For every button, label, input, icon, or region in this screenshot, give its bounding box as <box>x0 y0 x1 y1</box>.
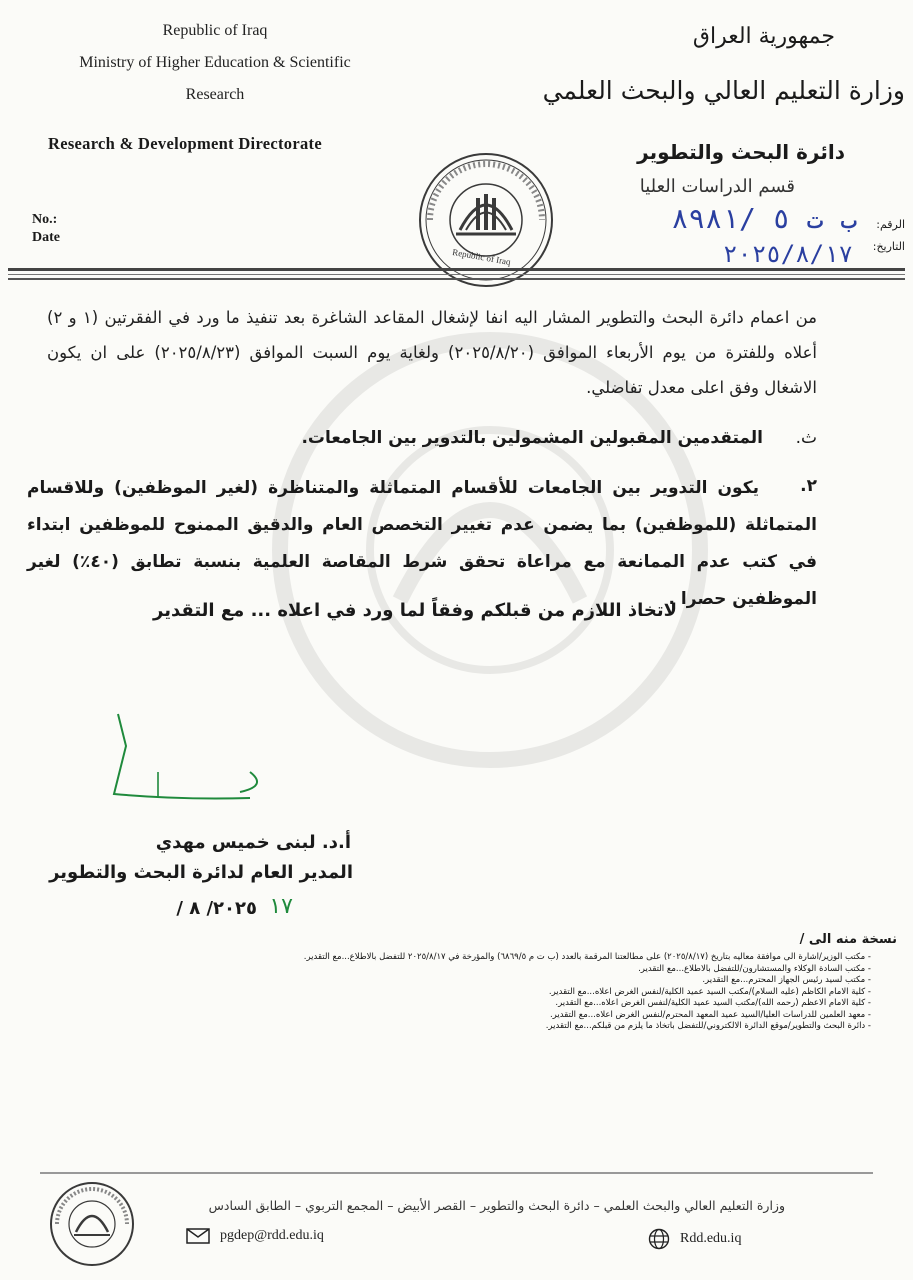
cc-heading: نسخة منه الى / <box>799 932 897 947</box>
header-rule-top <box>8 268 905 271</box>
header-ar-republic: جمهورية العراق <box>692 24 835 49</box>
header-ar-section: قسم الدراسات العليا <box>639 176 795 197</box>
header-english <box>40 22 390 104</box>
header-en-directorate: Research & Development Directorate <box>48 134 322 153</box>
footer-website-text[interactable]: Rdd.edu.iq <box>680 1231 742 1246</box>
cc-item: - كلية الامام الكاظم (عليه السلام)/مكتب السيد عميد الكلية/لنفس الغرض اعلاه...مع التقدير. <box>548 986 871 997</box>
globe-icon <box>648 1228 670 1250</box>
item-th-text: المتقدمين المقبولين المشمولين بالتدوير بين الجامعات. <box>301 428 763 448</box>
header-en-ministry: Ministry of Higher Education & Scientific <box>79 54 351 71</box>
closing-line: لاتخاذ اللازم من قبلكم وفقاً لما ورد في اعلاه ... مع التقدير <box>153 600 677 621</box>
header-en-no-label: No.: <box>32 212 58 227</box>
signatory-name: أ.د. لبنى خميس مهدي <box>155 832 351 853</box>
cc-item: - مكتب السادة الوكلاء والمستشارون/للتفضل بالاطلاع...مع التقدير. <box>638 963 871 974</box>
header-en-date-label: Date <box>32 230 60 245</box>
cc-item: - مكتب الوزير/اشارة الى موافقة معاليه بتاريخ (٢٠٢٥/٨/١٧) على مطالعتنا المرقمة بالعدد (ب ت م ٦٨٦٩/٥) والمؤرخة في ٢٠٢٥/٨/١٧ للتفضل بالاطلاع...مع التقدير. <box>303 952 871 962</box>
header-rule-mid <box>8 274 905 275</box>
header-en-research: Research <box>185 86 245 103</box>
footer-email-text[interactable]: pgdep@rdd.edu.iq <box>220 1228 324 1243</box>
footer-website[interactable] <box>648 1228 741 1250</box>
signatory-title: المدير العام لدائرة البحث والتطوير <box>49 862 353 883</box>
signature-handwritten <box>100 706 280 806</box>
item-2-mark: ٢. <box>800 476 817 496</box>
cc-list <box>31 952 871 1033</box>
header-rule-bottom <box>8 278 905 280</box>
signature-date-handwritten: ١٧ <box>269 894 293 919</box>
cc-item: - مكتب لسيد رئيس الجهاز المحترم...مع التقدير. <box>702 975 871 985</box>
footer-rule <box>40 1172 873 1174</box>
signature-date-printed: ٢٠٢٥/ ٨ / <box>176 898 257 919</box>
footer-seal <box>48 1180 136 1268</box>
handwritten-ref-number: ب ت ٥ /٨٩٨١ <box>671 202 857 235</box>
footer-address: وزارة التعليم العالي والبحث العلمي – دائرة البحث والتطوير – القصر الأبيض – المجمع التربوي – الطابق السادس <box>208 1198 785 1213</box>
header-en-republic: Republic of Iraq <box>162 22 268 39</box>
seal-caption: Republic of Iraq <box>451 246 512 268</box>
header-ar-date-label: التاريخ: <box>872 240 905 253</box>
handwritten-ref-date: ٢٠٢٥/٨/١٧ <box>722 240 853 268</box>
cc-item: - معهد العلمين للدراسات العليا/السيد عميد المعهد المحترم/لنفس الغرض اعلاه...مع التقدير. <box>549 1009 871 1020</box>
cc-item: - دائرة البحث والتطوير/موقع الدائرة الالكتروني/للتفضل باتخاذ ما يلزم من قبلكم...مع التقدير. <box>545 1021 871 1031</box>
item-2-text: يكون التدوير بين الجامعات للأقسام المتماثلة والمتناظرة (لغير الموظفين) وللاقسام المتماثلة (للموظفين) بما يضمن عدم تغيير التخصص العام والدقيق الممنوح للموظفين ابتداء في كتب عدم الممانعة مع مراعاة تحقق شرط المقاصة العلمية بنسبة تطابق (٤٠٪) لغير الموظفين حصرا . <box>27 478 818 609</box>
item-th-mark: ث. <box>795 428 817 448</box>
body-paragraph-1: من اعمام دائرة البحث والتطوير المشار اليه انفا لإشغال المقاعد الشاغرة بعد تنفيذ ما ورد في الفقرتين (١ و ٢) أعلاه وللفترة من يوم الأربعاء الموافق (٢٠٢٥/٨/٢٠) ولغاية يوم السبت الموافق (٢٠٢٥/٨/٢٣) على ان يكون الاشغال وفق اعلى معدل تفاضلي. <box>47 308 818 397</box>
envelope-icon <box>186 1228 210 1244</box>
header-ar-ministry: وزارة التعليم العالي والبحث العلمي <box>542 76 905 105</box>
cc-item: - كلية الامام الاعظم (رحمه الله)/مكتب السيد عميد الكلية/لنفس الغرض اعلاه...مع التقدير. <box>555 998 871 1008</box>
header-ar-directorate: دائرة البحث والتطوير <box>637 140 845 164</box>
header-ar-number-label: الرقم: <box>876 218 905 231</box>
footer-email[interactable] <box>186 1228 324 1244</box>
